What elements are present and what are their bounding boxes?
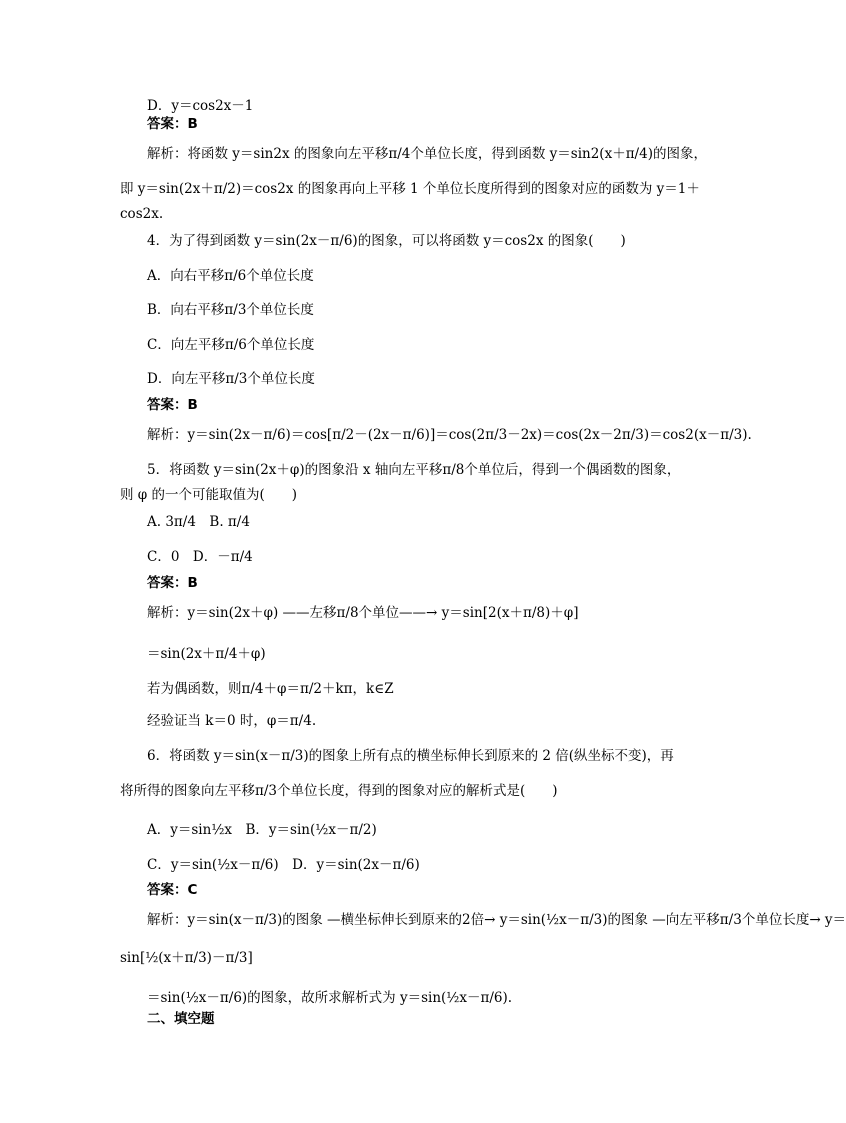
text-line-l07: A．向右平移π/6个单位长度 — [147, 268, 314, 284]
text-line-l10: D．向左平移π/3个单位长度 — [147, 371, 315, 387]
text-line-l13: 5．将函数 y＝sin(2x＋φ)的图象沿 x 轴向左平移π/8个单位后，得到一个偶函数的图象， — [147, 462, 681, 478]
text-line-l22: 6．将函数 y＝sin(x－π/3)的图象上所有点的横坐标伸长到原来的 2 倍(纵坐标不变)，再 — [147, 748, 674, 764]
text-line-l03: 解析：将函数 y＝sin2x 的图象向左平移π/4个单位长度，得到函数 y＝sin2(x＋π/4)的图象， — [147, 146, 707, 162]
text-line-l08: B．向右平移π/3个单位长度 — [147, 302, 314, 318]
text-line-l16: C．0 D．－π/4 — [147, 549, 253, 565]
text-line-l01: D．y＝cos2x－1 — [147, 98, 254, 114]
text-line-l28: sin[½(x＋π/3)－π/3] — [120, 950, 253, 966]
text-line-l18: 解析：y＝sin(2x＋φ) ——左移π/8个单位——→ y＝sin[2(x＋π/8)＋φ] — [147, 605, 579, 621]
text-line-l26: 答案：C — [147, 882, 198, 898]
text-line-l12: 解析：y＝sin(2x－π/6)＝cos[π/2－(2x－π/6)]＝cos(2π/3－2x)＝cos(2x－2π/3)＝cos2(x－π/3). — [147, 427, 752, 443]
text-line-l02: 答案：B — [147, 116, 198, 132]
text-line-l05: cos2x. — [120, 206, 164, 222]
text-line-l21: 经验证当 k＝0 时，φ＝π/4. — [147, 713, 317, 729]
text-line-l25: C．y＝sin(½x－π/6) D．y＝sin(2x－π/6) — [147, 857, 420, 873]
text-line-l19: ＝sin(2x＋π/4＋φ) — [147, 646, 266, 662]
text-line-l27: 解析：y＝sin(x－π/3)的图象 —横坐标伸长到原来的2倍→ y＝sin(½x－π/3)的图象 —向左平移π/3个单位长度→ y＝ — [147, 912, 846, 928]
text-line-l30: 二、填空题 — [147, 1011, 215, 1027]
text-line-l06: 4．为了得到函数 y＝sin(2x－π/6)的图象，可以将函数 y＝cos2x 的图象( ) — [147, 233, 626, 249]
text-line-l15: A. 3π/4 B. π/4 — [147, 514, 250, 530]
text-line-l29: ＝sin(½x－π/6)的图象，故所求解析式为 y＝sin(½x－π/6). — [147, 990, 513, 1006]
text-line-l14: 则 φ 的一个可能取值为( ) — [120, 487, 298, 503]
text-line-l17: 答案：B — [147, 575, 198, 591]
text-line-l24: A．y＝sin½x B．y＝sin(½x－π/2) — [147, 822, 377, 838]
text-line-l20: 若为偶函数，则π/4＋φ＝π/2＋kπ，k∈Z — [147, 681, 394, 697]
text-line-l11: 答案：B — [147, 397, 198, 413]
text-line-l09: C．向左平移π/6个单位长度 — [147, 337, 315, 353]
text-line-l04: 即 y＝sin(2x＋π/2)＝cos2x 的图象再向上平移 1 个单位长度所得到的图象对应的函数为 y＝1＋ — [120, 181, 700, 197]
text-line-l23: 将所得的图象向左平移π/3个单位长度，得到的图象对应的解析式是( ) — [120, 783, 558, 799]
